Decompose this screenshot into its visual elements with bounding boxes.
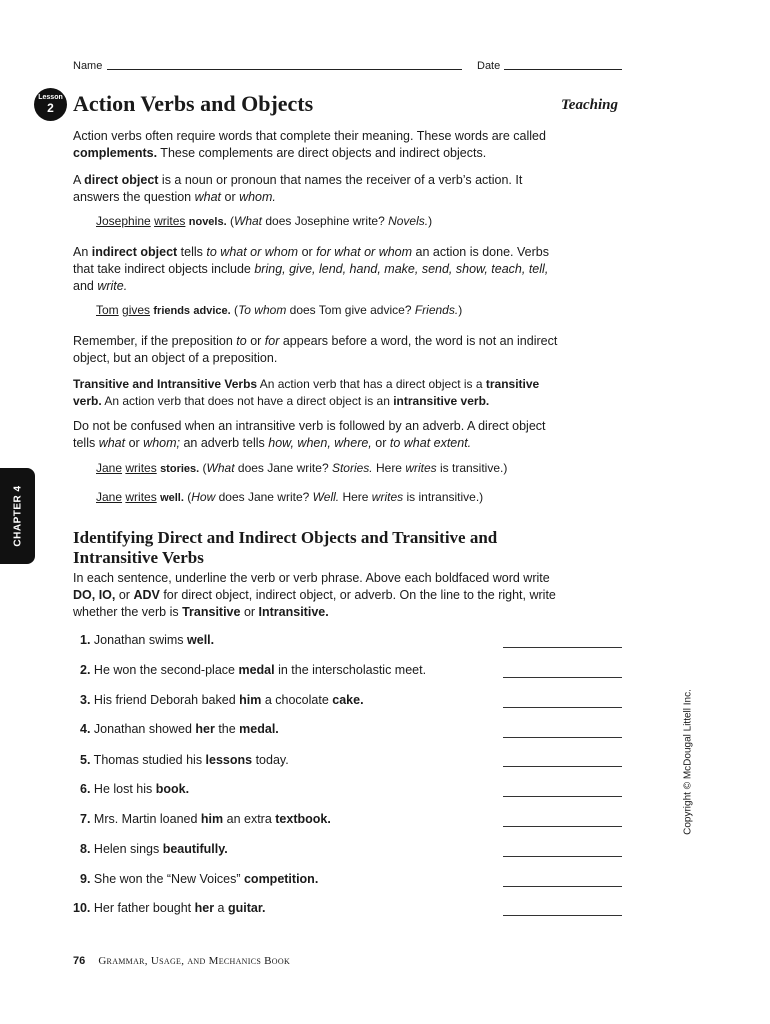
name-field[interactable] <box>107 69 462 70</box>
answer-line-10[interactable] <box>503 915 622 916</box>
answer-line-1[interactable] <box>503 647 622 648</box>
exercise-item-3: 3. His friend Deborah baked him a chocolate cake. <box>80 693 364 707</box>
example-1: Josephine writes novels. (What does Josephine write? Novels.) <box>96 214 433 228</box>
chapter-tab-label: CHAPTER 4 <box>12 485 23 547</box>
answer-line-4[interactable] <box>503 737 622 738</box>
exercise-instructions: In each sentence, underline the verb or verb phrase. Above each boldfaced word write DO, IO, or ADV for direct object, indirect object, or adverb. On the line to the right, write whether the verb is Transitive or Intransitive. <box>73 571 556 619</box>
exercise-item-10: 10. Her father bought her a guitar. <box>73 901 266 915</box>
lesson-number: 2 <box>47 101 54 115</box>
confused-paragraph: Do not be confused when an intransitive verb is followed by an adverb. A direct object tells what or whom; an adverb tells how, when, where, or to what extent. <box>73 419 546 450</box>
example-4: Jane writes well. (How does Jane write? Well. Here writes is intransitive.) <box>96 490 484 504</box>
answer-line-6[interactable] <box>503 796 622 797</box>
page-title: Action Verbs and Objects <box>73 91 314 116</box>
book-title: Grammar, Usage, and Mechanics Book <box>98 955 291 967</box>
lesson-word: Lesson <box>38 94 63 101</box>
page-number: 76 <box>73 955 86 967</box>
answer-line-5[interactable] <box>503 766 622 767</box>
example-3: Jane writes stories. (What does Jane write? Stories. Here writes is transitive.) <box>96 461 508 475</box>
intro-paragraph-1: Action verbs often require words that complete their meaning. These words are called complements. These complements are direct objects and indirect objects. <box>73 129 546 160</box>
exercise-item-7: 7. Mrs. Martin loaned him an extra textbook. <box>80 812 331 826</box>
answer-line-7[interactable] <box>503 826 622 827</box>
lesson-badge <box>34 88 67 121</box>
transitive-paragraph: Transitive and Intransitive Verbs An action verb that has a direct object is a transitive verb. An action verb that does not have a direct object is an intransitive verb. <box>73 377 540 408</box>
page-footer <box>73 955 290 967</box>
example-2: Tom gives friends advice. (To whom does Tom give advice? Friends.) <box>96 303 463 317</box>
answer-line-3[interactable] <box>503 707 622 708</box>
exercise-title-line-1: Identifying Direct and Indirect Objects and Transitive and <box>73 528 498 547</box>
exercise-item-9: 9. She won the “New Voices” competition. <box>80 872 319 886</box>
answer-line-8[interactable] <box>503 856 622 857</box>
remember-paragraph: Remember, if the preposition to or for appears before a word, the word is not an indirect object, but an object of a preposition. <box>73 334 558 365</box>
exercise-title-line-2: Intransitive Verbs <box>73 548 204 567</box>
copyright-notice: Copyright © McDougal Littell Inc. <box>682 689 694 835</box>
date-field[interactable] <box>504 69 622 70</box>
date-label: Date <box>477 60 501 72</box>
intro-paragraph-2: A direct object is a noun or pronoun that names the receiver of a verb’s action. It answers the question what or whom. <box>73 173 523 204</box>
exercise-item-6: 6. He lost his book. <box>80 782 190 796</box>
exercise-item-1: 1. Jonathan swims well. <box>80 633 215 647</box>
chapter-tab <box>0 468 35 564</box>
exercise-item-4: 4. Jonathan showed her the medal. <box>80 722 279 736</box>
exercise-item-2: 2. He won the second-place medal in the interscholastic meet. <box>80 663 427 677</box>
teaching-label: Teaching <box>561 97 618 113</box>
answer-line-9[interactable] <box>503 886 622 887</box>
name-label: Name <box>73 60 103 72</box>
indirect-object-paragraph: An indirect object tells to what or whom or for what or whom an action is done. Verbs that take indirect objects include bring, give, lend, hand, make, send, show, teach, tell, and write. <box>73 245 549 293</box>
exercise-item-8: 8. Helen sings beautifully. <box>80 842 228 856</box>
answer-line-2[interactable] <box>503 677 622 678</box>
exercise-item-5: 5. Thomas studied his lessons today. <box>80 753 289 767</box>
